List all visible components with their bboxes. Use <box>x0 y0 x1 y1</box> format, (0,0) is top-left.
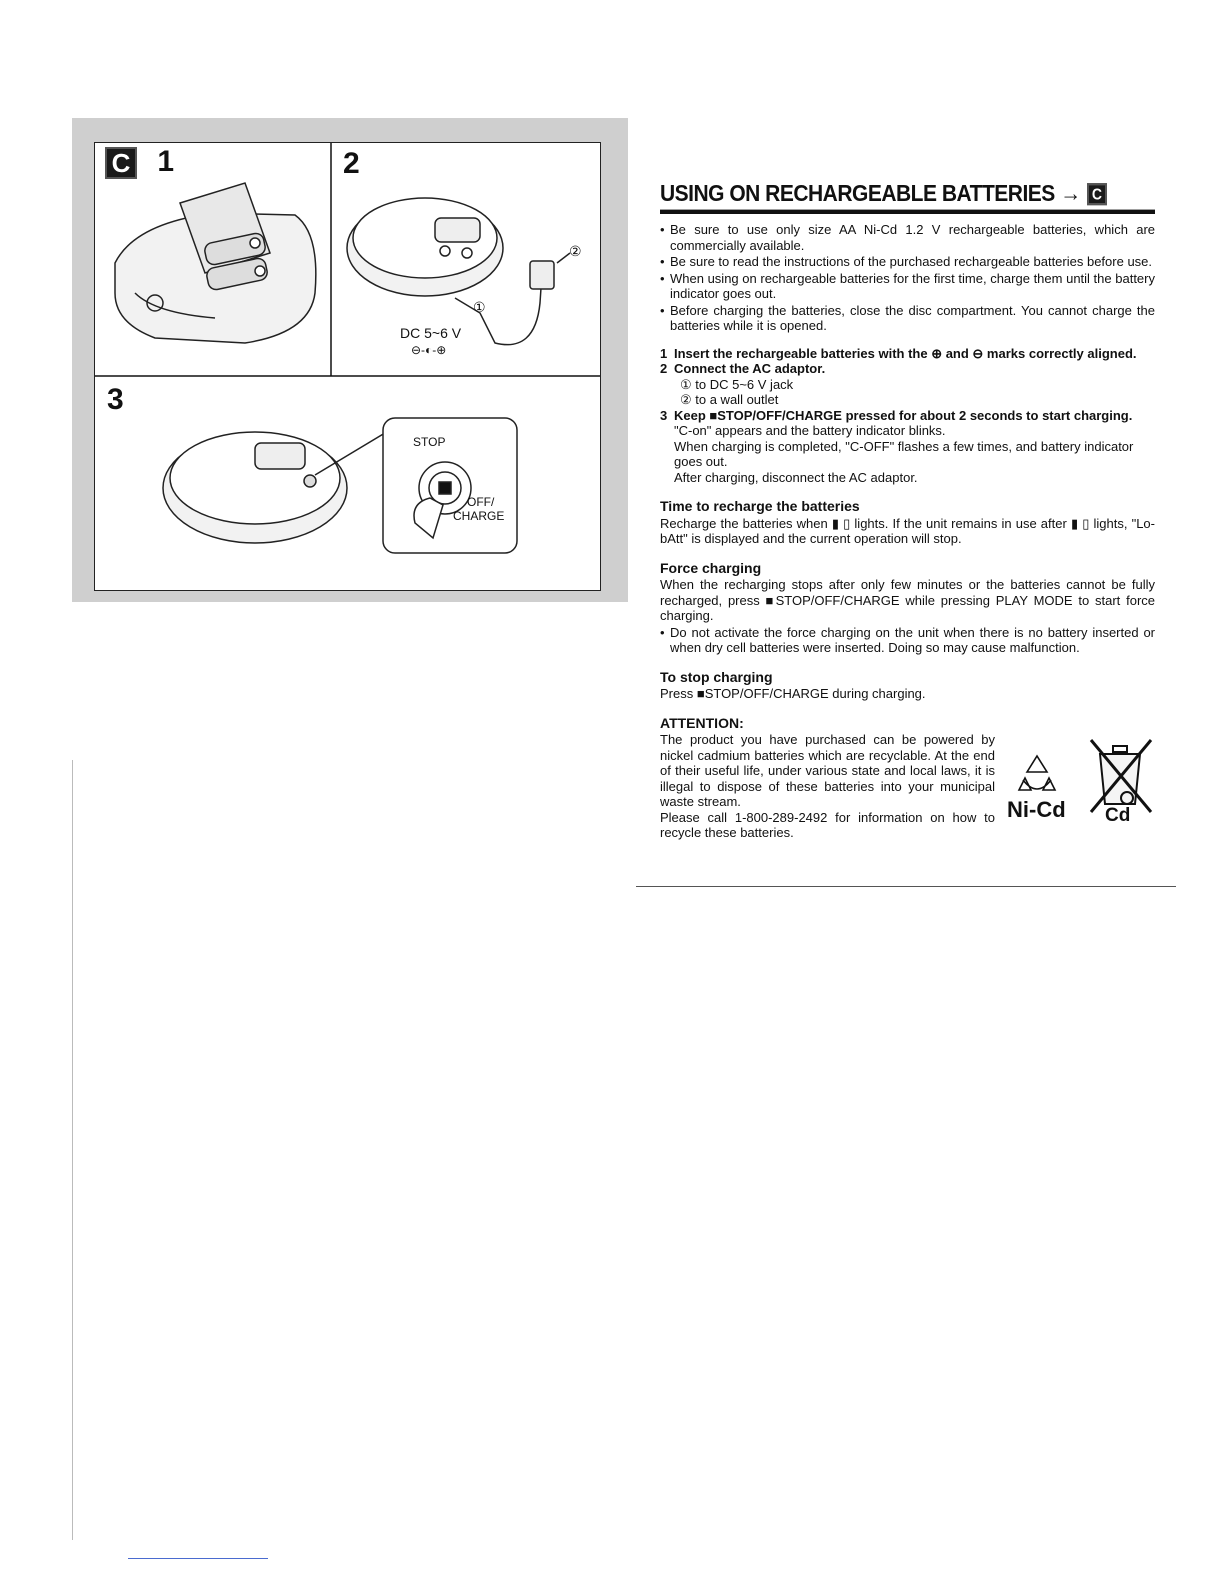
recycle-arrows-icon <box>1019 756 1055 790</box>
attention-block <box>660 732 1155 842</box>
stop-charging-body: Press ■STOP/OFF/CHARGE during charging. <box>660 686 926 701</box>
precaution-item: • Before charging the batteries, close the disc compartment. You cannot charge the batteries while it is opened. <box>660 303 1155 334</box>
ac-adaptor-drawing <box>347 198 570 345</box>
step-text: Insert the rechargeable batteries with the ⊕ and ⊖ marks correctly aligned. <box>674 345 1137 361</box>
step-sub: After charging, disconnect the AC adaptor. <box>674 469 918 485</box>
step-number: 1 <box>660 345 668 361</box>
instructions-column <box>660 181 1155 842</box>
step-2-label: 2 <box>343 147 360 180</box>
precaution-item: • Be sure to read the instructions of the purchased rechargeable batteries before use. <box>660 254 1155 270</box>
section-badge: C <box>105 147 137 179</box>
step-2 <box>660 361 1155 408</box>
step-3 <box>660 408 1155 486</box>
stop-label: STOP <box>413 435 446 449</box>
step-sub: ② to a wall outlet <box>680 392 779 407</box>
precaution-item: • Be sure to use only size AA Ni-Cd 1.2 V rechargeable batteries, which are commercially available. <box>660 222 1155 253</box>
off-label: OFF/ <box>467 495 495 509</box>
step-1-label: 1 <box>157 145 175 178</box>
force-charging-heading: Force charging <box>660 559 762 576</box>
attention-body: The product you have purchased can be powered by nickel cadmium batteries which are recyclable. At the end of their useful life, under various state and local laws, it is illegal to dispose of these batteries into your municipal waste stream. <box>660 732 995 809</box>
step-number: 2 <box>660 361 668 376</box>
illustration-panel <box>72 118 628 602</box>
dc-jack-label: DC 5~6 V <box>400 325 462 341</box>
section-title <box>660 183 1155 214</box>
section-title-text: USING ON RECHARGEABLE BATTERIES → <box>660 181 1081 207</box>
recycle-icon <box>1005 732 1155 842</box>
force-charging-note: • Do not activate the force charging on the unit when there is no battery inserted or when dry cell batteries were inserted. Doing so may cause malfunction. <box>660 625 1155 656</box>
step-3-label: 3 <box>107 383 124 416</box>
force-charging-notes <box>660 625 1155 656</box>
illustration-frame <box>94 142 601 591</box>
charge-label: CHARGE <box>453 509 505 523</box>
force-charging-body: When the recharging stops after only few minutes or the batteries cannot be fully recharged, press ■STOP/OFF/CHARGE while pressing PLAY MODE to start force charging. <box>660 577 1155 623</box>
polarity-symbol: ⊖-◐-⊕ <box>411 343 447 357</box>
recharge-time-heading: Time to recharge the batteries <box>660 498 860 514</box>
scan-artifact <box>72 760 73 1540</box>
step-sub: ① to DC 5~6 V jack <box>680 376 794 392</box>
section-title-badge: C <box>1087 183 1107 205</box>
precautions-list <box>660 222 1155 334</box>
stop-button-drawing <box>163 418 517 553</box>
step-number: 3 <box>660 407 668 423</box>
battery-compartment-drawing <box>115 183 316 343</box>
cd-player-illustrations <box>95 143 600 590</box>
callout-2: ② <box>569 243 582 259</box>
nicd-label: Ni-Cd <box>1007 797 1066 822</box>
step-1 <box>660 346 1155 362</box>
attention-contact: Please call 1-800-289-2492 for information on how to recycle these batteries. <box>660 809 995 840</box>
crossed-bin-icon <box>1091 740 1151 812</box>
cd-label: Cd <box>1105 805 1131 826</box>
scan-artifact <box>128 1558 268 1559</box>
bottom-divider <box>636 886 1176 887</box>
recharge-time-body: Recharge the batteries when ▮ ▯ lights. If the unit remains in use after ▮ ▯ lights, "Lo-bAtt" is displayed and the current operation will stop. <box>660 515 1155 546</box>
attention-text <box>660 732 995 842</box>
attention-heading: ATTENTION: <box>660 714 744 731</box>
step-sub: When charging is completed, "C-OFF" flashes a few times, and battery indicator goes out. <box>674 438 1134 469</box>
step-text: Connect the AC adaptor. <box>674 361 826 376</box>
stop-charging-heading: To stop charging <box>660 668 773 685</box>
step-sub: "C-on" appears and the battery indicator blinks. <box>674 423 946 438</box>
charging-steps <box>660 346 1155 486</box>
step-text: Keep ■STOP/OFF/CHARGE pressed for about 2 seconds to start charging. <box>674 407 1133 423</box>
recycling-symbols <box>1005 732 1155 842</box>
callout-1: ① <box>473 299 486 315</box>
precaution-item: • When using on rechargeable batteries for the first time, charge them until the battery indicator goes out. <box>660 271 1155 302</box>
